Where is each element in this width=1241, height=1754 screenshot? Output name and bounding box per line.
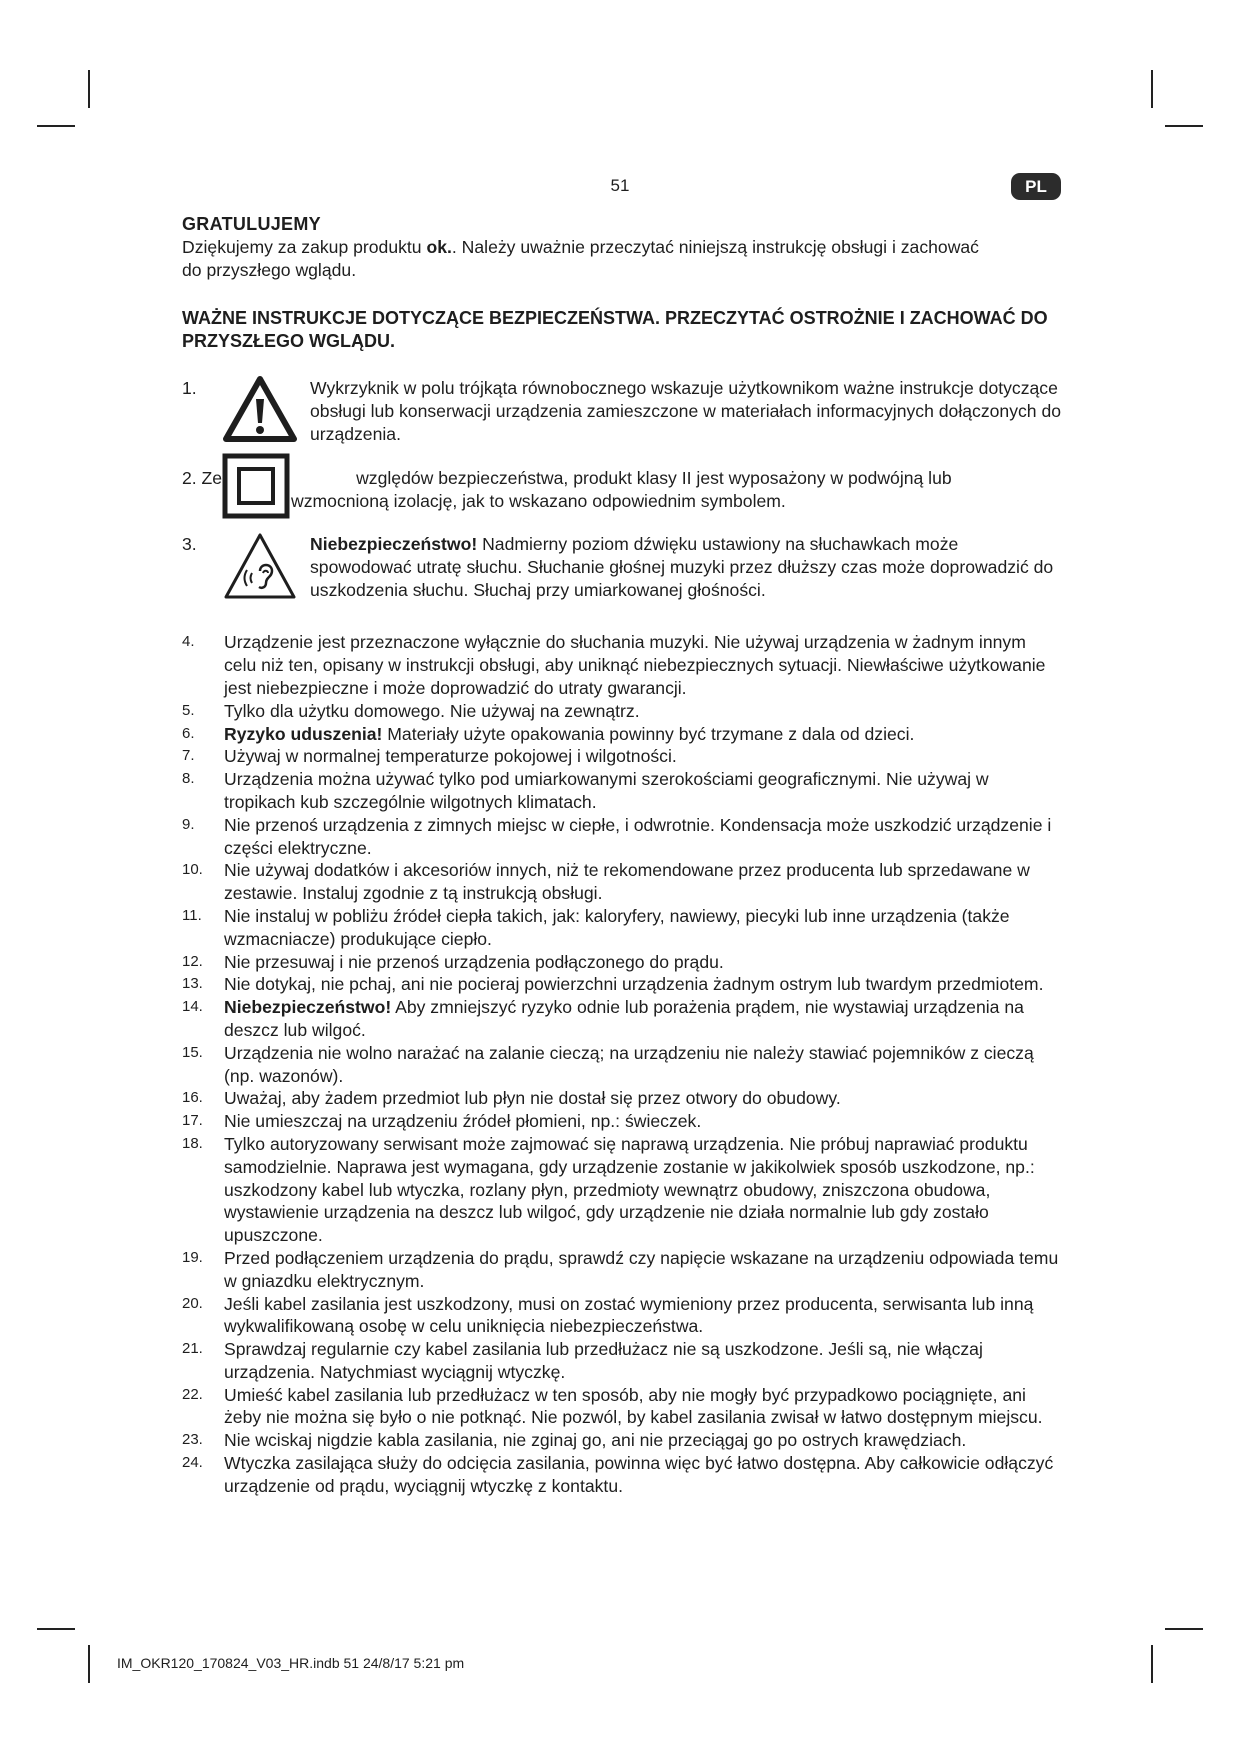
double-insulation-icon xyxy=(222,453,290,525)
item-number: 19. xyxy=(182,1248,203,1266)
list-item xyxy=(182,745,1062,768)
list-item xyxy=(182,1247,1062,1293)
list-item xyxy=(182,1087,1062,1110)
list-item xyxy=(182,1110,1062,1133)
item-text-body: Nie umieszczaj na urządzeniu źródeł płomieni, np.: świeczek. xyxy=(224,1111,702,1132)
item-text-body: Nadmierny poziom dźwięku ustawiony na słuchawkach może spowodować utratę słuchu. Słuchanie głośnej muzyki przez dłuższy czas może doprowadzić do uszkodzenia słuchu. Słuchaj przy umiarkowanej głośności. xyxy=(310,534,1054,600)
item-text-body: Nie używaj dodatków i akcesoriów innych, niż te rekomendowane przez producenta lub sprzedawane w zestawie. Instaluj zgodnie z tą instrukcją obsługi. xyxy=(224,860,1030,904)
crop-mark xyxy=(1151,70,1153,108)
item-text-b: wzmocnioną izolację, jak to wskazano odpowiednim symbolem. xyxy=(291,491,786,512)
item-text-body: Tylko dla użytku domowego. Nie używaj na zewnątrz. xyxy=(224,700,640,721)
crop-mark xyxy=(88,70,90,108)
symbol-item xyxy=(182,533,1062,625)
item-number: 2. Ze xyxy=(182,468,223,489)
item-number: 23. xyxy=(182,1431,203,1449)
item-number: 4. xyxy=(182,633,195,651)
item-number: 17. xyxy=(182,1112,203,1130)
item-text xyxy=(224,700,1062,723)
item-text-body: Używaj w normalnej temperaturze pokojowej i wilgotności. xyxy=(224,746,677,767)
rules-list xyxy=(182,631,1062,1497)
item-number: 6. xyxy=(182,724,195,742)
item-number: 3. xyxy=(182,534,197,555)
item-number: 18. xyxy=(182,1134,203,1152)
item-number: 16. xyxy=(182,1089,203,1107)
item-text xyxy=(224,1087,1062,1110)
item-number: 8. xyxy=(182,770,195,788)
item-text-body: Przed podłączeniem urządzenia do prądu, sprawdź czy napięcie wskazane na urządzeniu odpowiada temu w gniazdku elektrycznym. xyxy=(224,1247,1059,1291)
item-text-a: względów bezpieczeństwa, produkt klasy II jest wyposażony w podwójną lub xyxy=(356,468,952,489)
danger-label: Niebezpieczeństwo! xyxy=(310,534,478,555)
item-number: 13. xyxy=(182,975,203,993)
list-item xyxy=(182,859,1062,905)
item-number: 15. xyxy=(182,1043,203,1061)
list-item xyxy=(182,700,1062,723)
list-item xyxy=(182,1384,1062,1430)
item-number: 20. xyxy=(182,1294,203,1312)
language-badge: PL xyxy=(1011,173,1061,200)
list-item xyxy=(182,1452,1062,1498)
list-item xyxy=(182,951,1062,974)
item-text-body: Nie dotykaj, nie pchaj, ani nie pocieraj powierzchni urządzenia żadnym ostrym lub twardym przedmiotem. xyxy=(224,974,1044,995)
item-text xyxy=(224,1452,1062,1498)
crop-mark xyxy=(88,1645,90,1683)
item-text-body: Nie przesuwaj i nie przenoś urządzenia podłączonego do prądu. xyxy=(224,951,724,972)
item-text-body: Urządzenia nie wolno narażać na zalanie cieczą; na urządzeniu nie należy stawiać pojemników z cieczą (np. wazonów). xyxy=(224,1042,1034,1086)
crop-mark xyxy=(37,125,75,127)
item-text xyxy=(224,631,1062,699)
item-text xyxy=(224,1042,1062,1088)
item-number: 10. xyxy=(182,861,203,879)
item-text xyxy=(224,1110,1062,1133)
item-text xyxy=(224,768,1062,814)
item-number: 9. xyxy=(182,815,195,833)
list-item xyxy=(182,723,1062,746)
item-number: 7. xyxy=(182,747,195,765)
item-text xyxy=(224,951,1062,974)
safety-heading: WAŻNE INSTRUKCJE DOTYCZĄCE BEZPIECZEŃSTWA. PRZECZYTAĆ OSTROŻNIE I ZACHOWAĆ DO PRZYSZŁEGO WGLĄDU. xyxy=(182,308,1048,352)
intro-text-c: . Należy uważnie przeczytać niniejszą instrukcję obsługi i zachować xyxy=(451,236,979,257)
item-text-body: Aby zmniejszyć ryzyko odnie lub porażenia prądem, nie wystawiaj urządzenia na deszcz lub wilgoć. xyxy=(224,997,1024,1040)
item-text-body: Umieść kabel zasilania lub przedłużacz w ten sposób, aby nie mogły być przypadkowo pociągnięte, ani żeby nie można się było o nie potknąć. Nie pozwól, by kabel zasilania zwisał w łatwo dostępnym miejscu. xyxy=(224,1384,1043,1428)
item-text xyxy=(224,1247,1062,1293)
list-item xyxy=(182,1133,1062,1247)
crop-mark xyxy=(1151,1645,1153,1683)
danger-label: Niebezpieczeństwo! xyxy=(224,997,392,1018)
page-number: 51 xyxy=(610,176,630,195)
item-text-body: Jeśli kabel zasilania jest uszkodzony, musi on zostać wymieniony przez producenta, serwisanta lub inną wykwalifikowaną osobę w celu uniknięcia niebezpieczeństwa. xyxy=(224,1293,1034,1337)
item-number: 21. xyxy=(182,1340,203,1358)
item-text-body: Nie wciskaj nigdzie kabla zasilania, nie zginaj go, ani nie przeciągaj go po ostrych krawędziach. xyxy=(224,1430,967,1451)
crop-mark xyxy=(37,1628,75,1630)
item-text-body: Uważaj, aby żadem przedmiot lub płyn nie dostał się przez otwory do obudowy. xyxy=(224,1088,841,1109)
print-slug: IM_OKR120_170824_V03_HR.indb 51 24/8/17 5:21 pm xyxy=(117,1655,465,1671)
item-number: 1. xyxy=(182,378,197,399)
intro-text-line2: do przyszłego wglądu. xyxy=(182,259,357,280)
item-number: 24. xyxy=(182,1454,203,1472)
list-item xyxy=(182,1338,1062,1384)
list-item xyxy=(182,631,1062,699)
intro-text xyxy=(182,236,1062,259)
item-number: 11. xyxy=(182,906,202,924)
list-item xyxy=(182,768,1062,814)
item-text xyxy=(224,1384,1062,1430)
item-text-body: Nie przenoś urządzenia z zimnych miejsc w ciepłe, i odwrotnie. Kondensacja może uszkodzić urządzenie i części elektryczne. xyxy=(224,814,1052,858)
item-text xyxy=(224,973,1062,996)
item-text xyxy=(224,905,1062,951)
list-item xyxy=(182,1042,1062,1088)
item-text xyxy=(224,996,1062,1042)
symbol-item xyxy=(182,467,1062,533)
intro-title: GRATULUJEMY xyxy=(182,214,321,234)
item-text xyxy=(224,1429,1062,1452)
item-text xyxy=(224,745,1062,768)
item-text-body: Nie instaluj w pobliżu źródeł ciepła takich, jak: kaloryfery, nawiewy, piecyki lub inne urządzenia (także wzmacniacze) produkujące ciepło. xyxy=(224,905,1010,949)
list-item xyxy=(182,814,1062,860)
crop-mark xyxy=(1165,1628,1203,1630)
warning-triangle-icon xyxy=(222,375,298,449)
document-body xyxy=(182,213,1062,1498)
brand-name: ok. xyxy=(426,236,452,257)
list-item xyxy=(182,1293,1062,1339)
item-text-body: Urządzenia można używać tylko pod umiarkowanymi szerokościami geograficznymi. Nie używaj w tropikach kub szczególnie wilgotnych klimatach. xyxy=(224,769,989,812)
list-item xyxy=(182,1429,1062,1452)
item-text-body: Tylko autoryzowany serwisant może zajmować się naprawą urządzenia. Nie próbuj naprawiać produktu samodzielnie. Naprawa jest wymagana, gdy urządzenie zostanie w jakikolwiek sposób uszkodzone, np.: uszkodzony kabel lub wtyczka, rozlany płyn, przedmioty wewnątrz obudowy, zniszczona obudowa, wystawienie urządzenia na deszcz lub wilgoć, gdy urządzenie nie działa normalnie lub gdy zostało upuszczone. xyxy=(224,1133,1035,1246)
item-text-body: Sprawdzaj regularnie czy kabel zasilania lub przedłużacz nie są uszkodzone. Jeśli są, nie włączaj urządzenia. Natychmiast wyciągnij wtyczkę. xyxy=(224,1339,983,1382)
danger-label: Ryzyko uduszenia! xyxy=(224,723,383,744)
list-item xyxy=(182,973,1062,996)
item-text xyxy=(224,814,1062,860)
item-text xyxy=(224,1338,1062,1384)
item-text xyxy=(310,533,1062,601)
item-text-body: Urządzenie jest przeznaczone wyłącznie do słuchania muzyki. Nie używaj urządzenia w żadnym innym celu niż ten, opisany w instrukcji obsługi, aby uniknąć niebezpiecznych sytuacji. Niewłaściwe użytkowanie jest niebezpieczne i może doprowadzić do utraty gwarancji. xyxy=(224,632,1046,698)
item-text xyxy=(224,859,1062,905)
symbol-list xyxy=(182,377,1062,625)
item-text-body: Wtyczka zasilająca służy do odcięcia zasilania, powinna więc być łatwo dostępna. Aby całkowicie odłączyć urządzenie od prądu, wyciągnij wtyczkę z kontaktu. xyxy=(224,1453,1054,1496)
item-number: 12. xyxy=(182,952,203,970)
item-text xyxy=(182,467,1062,513)
item-number: 22. xyxy=(182,1385,203,1403)
item-text xyxy=(224,723,1062,746)
item-number: 5. xyxy=(182,701,195,719)
list-item xyxy=(182,905,1062,951)
intro-text-a: Dziękujemy za zakup produktu xyxy=(182,236,427,257)
item-number: 14. xyxy=(182,998,203,1016)
item-text-body: Materiały użyte opakowania powinny być trzymane z dala od dzieci. xyxy=(382,723,915,744)
item-text xyxy=(224,1293,1062,1339)
intro-section xyxy=(182,213,1062,281)
item-text xyxy=(224,1133,1062,1247)
hearing-warning-icon xyxy=(222,531,298,607)
symbol-item xyxy=(182,377,1062,467)
item-text: Wykrzyknik w polu trójkąta równobocznego wskazuje użytkownikom ważne instrukcje dotyczące obsługi lub konserwacji urządzenia zamieszczone w materiałach informacyjnych dołączonych do urządzenia. xyxy=(310,378,1062,444)
crop-mark xyxy=(1165,125,1203,127)
list-item xyxy=(182,996,1062,1042)
